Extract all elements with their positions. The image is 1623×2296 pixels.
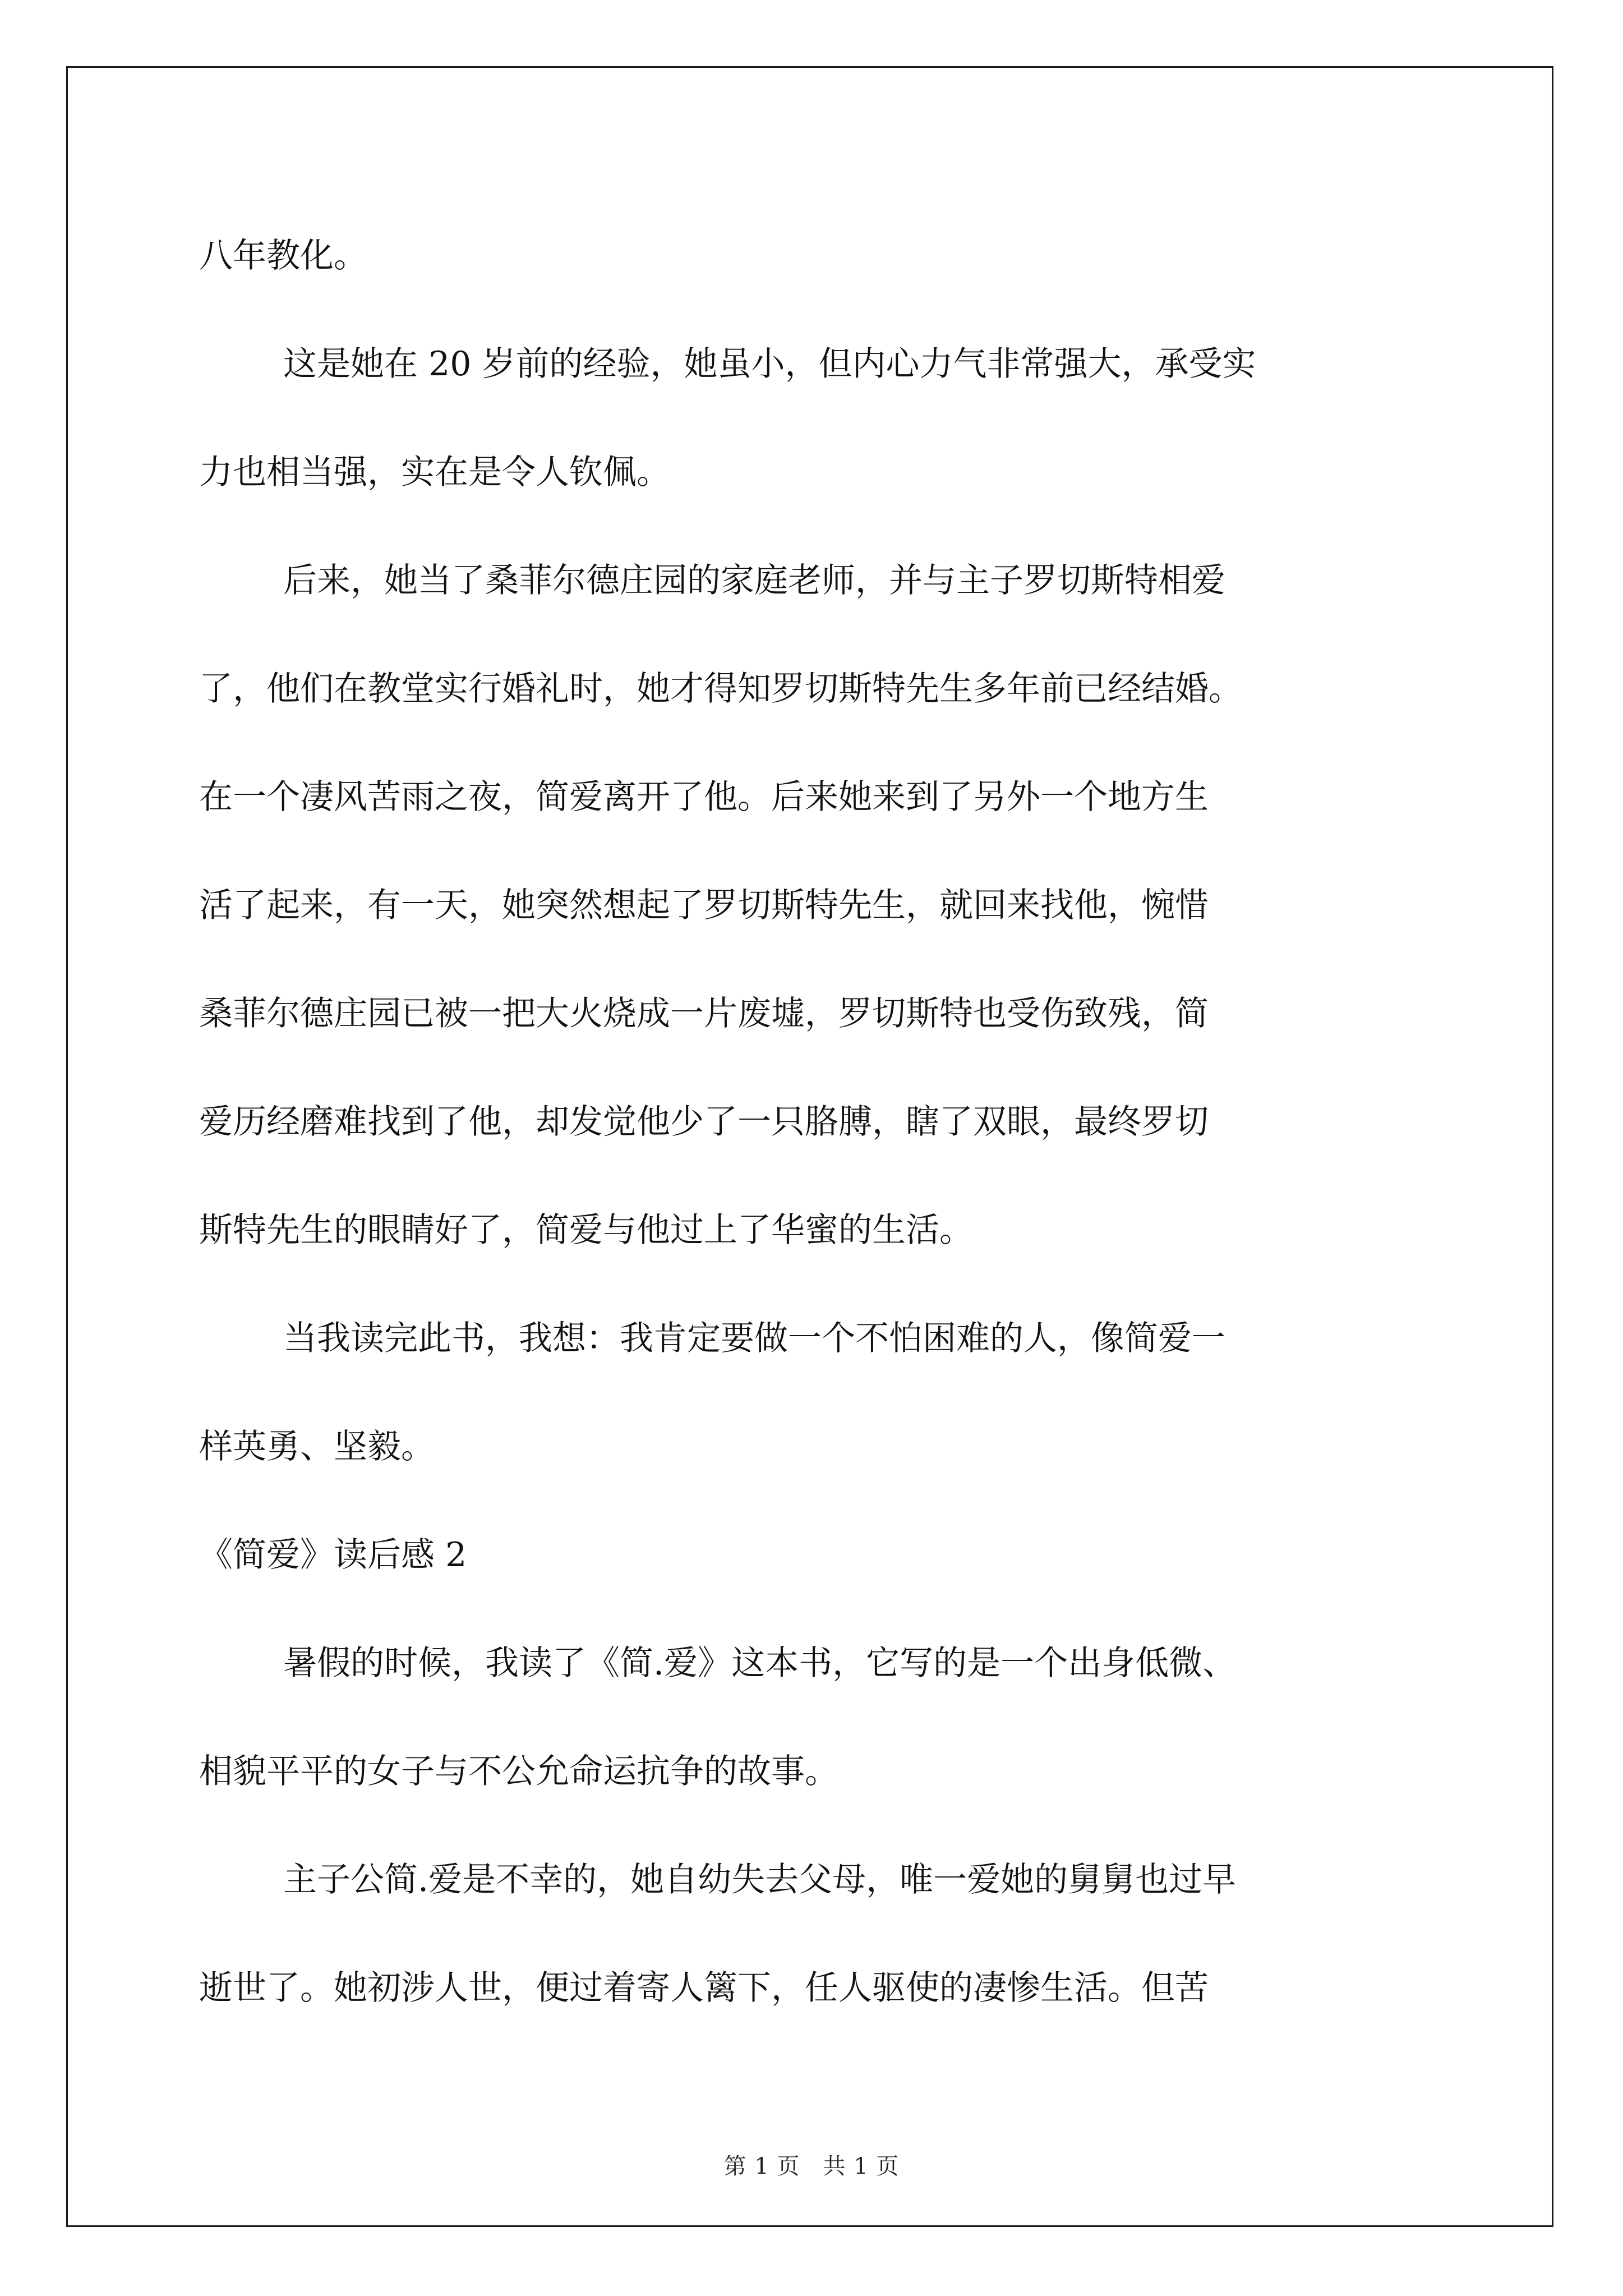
text-line: 后来，她当了桑菲尔德庄园的家庭老师，并与主子罗切斯特相爱 [283,561,1225,600]
text-line: 在一个凄风苦雨之夜，简爱离开了他。后来她来到了另外一个地方生 [199,777,1209,817]
text-line: 主子公简.爱是不幸的，她自幼失去父母，唯一爱她的舅舅也过早 [283,1860,1237,1899]
page-footer: 第 1 页 共 1 页 [723,2154,900,2179]
text-line: 暑假的时候，我读了《简.爱》这本书，它写的是一个出身低微、 [283,1644,1237,1683]
text-line: 样英勇、坚毅。 [199,1427,435,1466]
text-line: 活了起来，有一天，她突然想起了罗切斯特先生，就回来找他，惋惜 [199,886,1209,925]
text-line: 力也相当强，实在是令人钦佩。 [199,453,670,492]
text-line: 八年教化。 [199,236,367,275]
text-line: 斯特先生的眼睛好了，简爱与他过上了华蜜的生活。 [199,1211,973,1250]
text-line: 爱历经磨难找到了他，却发觉他少了一只胳膊，瞎了双眼，最终罗切 [199,1102,1209,1142]
section-heading: 《简爱》读后感 2 [199,1535,467,1575]
document-body [199,202,1433,2042]
text-line: 相貌平平的女子与不公允命运抗争的故事。 [199,1752,838,1791]
text-line: 了，他们在教堂实行婚礼时，她才得知罗切斯特先生多年前已经结婚。 [199,669,1242,708]
text-line: 当我读完此书，我想：我肯定要做一个不怕困难的人，像简爱一 [283,1319,1225,1358]
text-line: 桑菲尔德庄园已被一把大火烧成一片废墟，罗切斯特也受伤致残，简 [199,994,1209,1033]
text-line: 逝世了。她初涉人世，便过着寄人篱下，任人驱使的凄惨生活。但苦 [199,1968,1209,2008]
text-line: 这是她在 20 岁前的经验，她虽小，但内心力气非常强大，承受实 [283,344,1256,384]
